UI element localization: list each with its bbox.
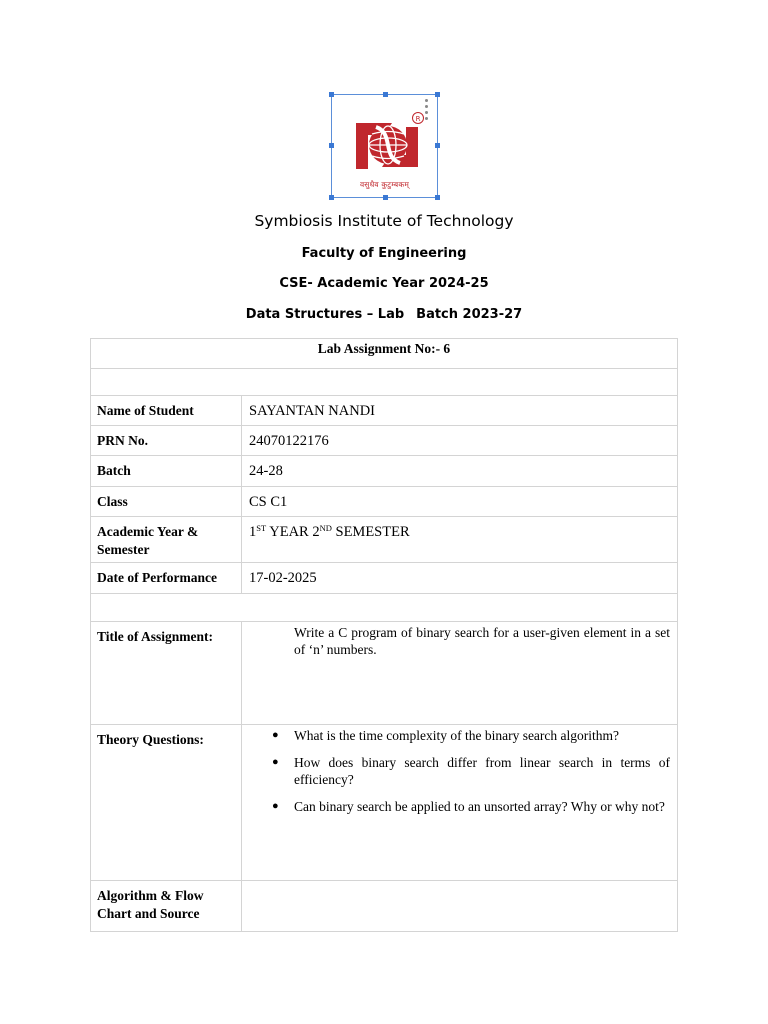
resize-handle[interactable] — [329, 195, 334, 200]
resize-handle[interactable] — [435, 195, 440, 200]
theory-question-list — [242, 727, 677, 815]
theory-questions-cell[interactable] — [242, 725, 678, 881]
date-label: Date of Performance — [91, 563, 242, 594]
logo-image-frame[interactable] — [331, 94, 438, 198]
logo-motto: वसुधैव कुटुम्बकम् — [359, 180, 410, 189]
class-label: Class — [91, 487, 242, 517]
assignment-title-value[interactable]: Write a C program of binary search for a user-given element in a set of ‘n’ numbers. — [242, 622, 678, 725]
list-item: ● What is the time complexity of the binary search algorithm? — [272, 728, 620, 743]
resize-handle[interactable] — [435, 143, 440, 148]
resize-handle[interactable] — [435, 92, 440, 97]
resize-handle[interactable] — [383, 195, 388, 200]
prn-label: PRN No. — [91, 426, 242, 456]
spacer-row — [91, 369, 678, 396]
bullet-icon: ● — [272, 756, 279, 768]
list-item: ● How does binary search differ from linear search in terms of efficiency? — [272, 755, 670, 787]
algorithm-label: Algorithm & Flow Chart and Source — [91, 881, 242, 932]
theory-questions-label: Theory Questions: — [91, 725, 242, 881]
bullet-icon: ● — [272, 729, 279, 741]
spacer-row — [91, 594, 678, 622]
academic-year-label: Academic Year & Semester — [91, 517, 242, 563]
lab-form-table — [90, 338, 678, 932]
algorithm-value[interactable] — [242, 881, 678, 932]
student-name-value[interactable]: SAYANTAN NANDI — [242, 396, 678, 426]
symbiosis-logo-icon — [348, 107, 428, 179]
resize-handle[interactable] — [329, 92, 334, 97]
date-value[interactable]: 17-02-2025 — [242, 563, 678, 594]
course-name: Data Structures – Lab — [245, 307, 405, 322]
prn-value[interactable]: 24070122176 — [242, 426, 678, 456]
faculty-name: Faculty of Engineering — [301, 246, 467, 261]
assignment-number: Lab Assignment No:- 6 — [91, 339, 678, 369]
institute-name: Symbiosis Institute of Technology — [254, 212, 514, 230]
student-name-label: Name of Student — [91, 396, 242, 426]
resize-handle[interactable] — [383, 92, 388, 97]
assignment-title-label: Title of Assignment: — [91, 622, 242, 725]
batch-name: Batch 2023-27 — [416, 307, 523, 322]
course-line — [0, 307, 768, 322]
list-item: ● Can binary search be applied to an unsorted array? Why or why not? — [272, 799, 665, 814]
academic-year-value[interactable]: 1ST YEAR 2ND SEMESTER — [242, 517, 678, 563]
registered-mark: R — [415, 115, 421, 123]
resize-handle[interactable] — [329, 143, 334, 148]
class-value[interactable]: CS C1 — [242, 487, 678, 517]
academic-year: CSE- Academic Year 2024-25 — [279, 276, 489, 291]
batch-value[interactable]: 24-28 — [242, 456, 678, 487]
bullet-icon: ● — [272, 800, 279, 812]
batch-label: Batch — [91, 456, 242, 487]
